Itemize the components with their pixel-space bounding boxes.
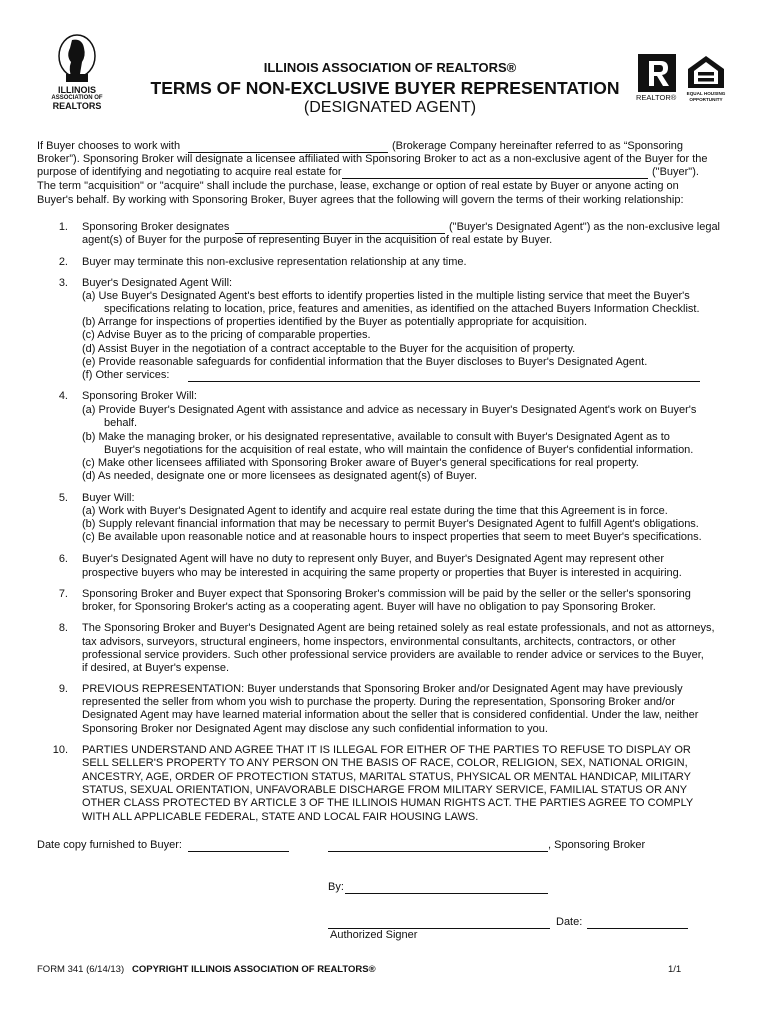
item-3f: (f) Other services: <box>82 369 170 381</box>
item-1-text-a: Sponsoring Broker designates <box>82 221 230 233</box>
item-3c: (c) Advise Buyer as to the pricing of comparable properties. <box>82 329 371 341</box>
item-4a-line-2: behalf. <box>104 417 138 429</box>
footer-page-number: 1/1 <box>668 964 682 975</box>
item-5b: (b) Supply relevant financial information that may be necessary to permit Buyer's Designated Agent to fulfill Agent's obligations. <box>82 518 699 530</box>
realtor-r-icon <box>638 54 676 92</box>
item-5a: (a) Work with Buyer's Designated Agent to identify and acquire real estate during the time that this Agreement is in force. <box>82 505 668 517</box>
intro-line-3a: purpose of identifying and negotiating to acquire real estate for <box>37 166 342 178</box>
item-4-text: Sponsoring Broker Will: <box>82 390 197 402</box>
item-10-line-3: ANCESTRY, AGE, ORDER OF PROTECTION STATUS, MARITAL STATUS, PHYSICAL OR MENTAL HANDICAP, MILITARY <box>82 771 691 783</box>
item-2-text: Buyer may terminate this non-exclusive representation relationship at any time. <box>82 256 467 268</box>
item-number-6: 6. <box>58 553 68 565</box>
logo-realtors: REALTORS <box>52 101 102 111</box>
item-10-line-1: PARTIES UNDERSTAND AND AGREE THAT IT IS ILLEGAL FOR EITHER OF THE PARTIES TO REFUSE TO DISPLAY OR <box>82 744 691 756</box>
item-4b-line-2: Buyer's negotiations for the acquisition of real estate, who will maintain the confidence of Buyer's confidential information. <box>104 444 694 456</box>
item-10-line-4: STATUS, SEXUAL ORIENTATION, UNFAVORABLE DISCHARGE FROM MILITARY SERVICE, FAMILIAL STATUS OR ANY <box>82 784 688 796</box>
item-5c: (c) Be available upon reasonable notice and at reasonable hours to inspect properties that seem to meet Buyer's specifications. <box>82 531 702 543</box>
item-number-10: 10. <box>52 744 68 756</box>
date-copy-field[interactable] <box>188 851 289 852</box>
intro-line-2: Broker”). Sponsoring Broker will designate a licensee affiliated with Sponsoring Broker to act as a non-exclusive agent of the Buyer for the <box>37 153 708 165</box>
item-10-line-2: SELL SELLER'S PROPERTY TO ANY PERSON ON THE BASIS OF RACE, COLOR, RELIGION, SEX, NATIONAL ORIGIN, <box>82 757 688 769</box>
item-6-line-1: Buyer's Designated Agent will have no duty to represent only Buyer, and Buyer's Designated Agent may represent other <box>82 553 665 565</box>
logo-illinois: ILLINOIS <box>58 85 96 95</box>
item-10-line-6: WITH ALL APPLICABLE FEDERAL, STATE AND LOCAL FAIR HOUSING LAWS. <box>82 811 479 823</box>
footer-copyright: COPYRIGHT ILLINOIS ASSOCIATION OF REALTORS® <box>132 964 376 975</box>
item-number-8: 8. <box>58 622 68 634</box>
by-label: By: <box>328 881 344 893</box>
item-number-7: 7. <box>58 588 68 600</box>
by-signature-field[interactable] <box>345 893 548 894</box>
item-number-5: 5. <box>58 492 68 504</box>
lincoln-profile-icon <box>44 34 114 86</box>
other-services-field[interactable] <box>188 381 700 382</box>
logo-association: ASSOCIATION OF <box>51 95 103 101</box>
page-subtitle: (DESIGNATED AGENT) <box>303 99 477 116</box>
item-6-line-2: prospective buyers who may be interested in acquiring the same property or properties that Buyer is interested in acquiring. <box>82 567 682 579</box>
equal-housing-text-1: EQUAL HOUSING <box>686 91 726 96</box>
item-3e: (e) Provide reasonable safeguards for confidential information that the Buyer discloses to Buyer's Designated Agent. <box>82 356 648 368</box>
item-9-line-4: Sponsoring Broker nor Designated Agent may disclose any such confidential information to you. <box>82 723 548 735</box>
buyer-name-field[interactable] <box>342 178 648 179</box>
date-label: Date: <box>556 916 583 928</box>
realtor-logo <box>636 54 680 100</box>
intro-line-4: The term "acquisition" or "acquire" shall include the purchase, lease, exchange or option of real estate by Buyer or anyone acting on <box>37 180 679 192</box>
item-8-line-4: if desired, at Buyer's expense. <box>82 662 230 674</box>
realtor-mark-text: REALTOR® <box>636 93 677 102</box>
item-10-line-5: OTHER CLASS PROTECTED BY ARTICLE 3 OF THE ILLINOIS HUMAN RIGHTS ACT. THE PARTIES AGREE TO COMPLY <box>82 797 694 809</box>
authorized-signer-label: Authorized Signer <box>330 929 418 941</box>
intro-line-1b: (Brokerage Company hereinafter referred to as “Sponsoring <box>392 140 684 152</box>
equal-housing-icon <box>686 54 726 90</box>
item-4b-line-1: (b) Make the managing broker, or his designated representative, available to consult with Buyer's Designated Agent as to <box>82 431 670 443</box>
intro-line-3b: ("Buyer"). <box>652 166 699 178</box>
page-title: TERMS OF NON-EXCLUSIVE BUYER REPRESENTATION <box>150 78 620 98</box>
item-9-line-1: PREVIOUS REPRESENTATION: Buyer understands that Sponsoring Broker and/or Designated Agent may have previously <box>82 683 683 695</box>
footer-form-number: FORM 341 (6/14/13) <box>37 964 125 975</box>
item-8-line-1: The Sponsoring Broker and Buyer's Designated Agent are being retained solely as real estate professionals, and not as attorneys, <box>82 622 715 634</box>
item-8-line-2: tax advisors, surveyors, structural engineers, home inspectors, environmental consultants, architects, contractors, or other <box>82 636 676 648</box>
item-3a-line-1: (a) Use Buyer's Designated Agent's best efforts to identify properties listed in the multiple listing service that meet the Buyer's <box>82 290 690 302</box>
item-9-line-3: Designated Agent may have learned material information about the seller that is considered confidential. Under the law, neither <box>82 709 699 721</box>
intro-line-1a: If Buyer chooses to work with <box>37 140 181 152</box>
intro-line-5: Buyer's behalf. By working with Sponsoring Broker, Buyer agrees that the following will govern the terms of their working relationship: <box>37 194 684 206</box>
signer-date-field[interactable] <box>587 928 688 929</box>
item-4c: (c) Make other licensees affiliated with Sponsoring Broker aware of Buyer's general specifications for real property. <box>82 457 639 469</box>
org-name: ILLINOIS ASSOCIATION OF REALTORS® <box>263 60 517 75</box>
item-number-1: 1. <box>58 221 68 233</box>
item-number-9: 9. <box>58 683 68 695</box>
item-number-4: 4. <box>58 390 68 402</box>
item-4d: (d) As needed, designate one or more licensees as designated agent(s) of Buyer. <box>82 470 478 482</box>
item-9-line-2: represented the seller from whom you wish to purchase the property. During the representation, Sponsoring Broker and/or <box>82 696 675 708</box>
item-7-line-1: Sponsoring Broker and Buyer expect that Sponsoring Broker's commission will be paid by the seller or the seller's sponsoring <box>82 588 691 600</box>
item-number-2: 2. <box>58 256 68 268</box>
item-3a-line-2: specifications relating to location, price, features and amenities, as identified on the attached Buyers Information Checklist. <box>104 303 700 315</box>
illinois-realtors-logo <box>44 34 114 120</box>
item-3b: (b) Arrange for inspections of properties identified by the Buyer as potentially appropriate for acquisition. <box>82 316 588 328</box>
equal-housing-text-2: OPPORTUNITY <box>689 96 723 102</box>
item-1-text-b: ("Buyer's Designated Agent") as the non-exclusive legal <box>449 221 721 233</box>
equal-housing-logo <box>682 54 730 104</box>
item-4a-line-1: (a) Provide Buyer's Designated Agent with assistance and advice as necessary in Buyer's Designated Agent's work on Buyer's <box>82 404 697 416</box>
item-3-text: Buyer's Designated Agent Will: <box>82 277 233 289</box>
item-8-line-3: professional service providers. Such other professional service providers are available to render advice or services to the Buyer, <box>82 649 704 661</box>
sponsoring-broker-field[interactable] <box>328 851 548 852</box>
item-3d: (d) Assist Buyer in the negotiation of a contract acceptable to the Buyer for the acquisition of property. <box>82 343 576 355</box>
date-copy-label: Date copy furnished to Buyer: <box>37 839 182 851</box>
item-5-text: Buyer Will: <box>82 492 135 504</box>
sponsoring-broker-label: , Sponsoring Broker <box>548 839 646 851</box>
item-1-text-c: agent(s) of Buyer for the purpose of representing Buyer in the acquisition of real estate by Buyer. <box>82 234 553 246</box>
item-number-3: 3. <box>58 277 68 289</box>
item-7-line-2: broker, for Sponsoring Broker's acting as a cooperating agent. Buyer will have no obligation to pay Sponsoring Broker. <box>82 601 656 613</box>
